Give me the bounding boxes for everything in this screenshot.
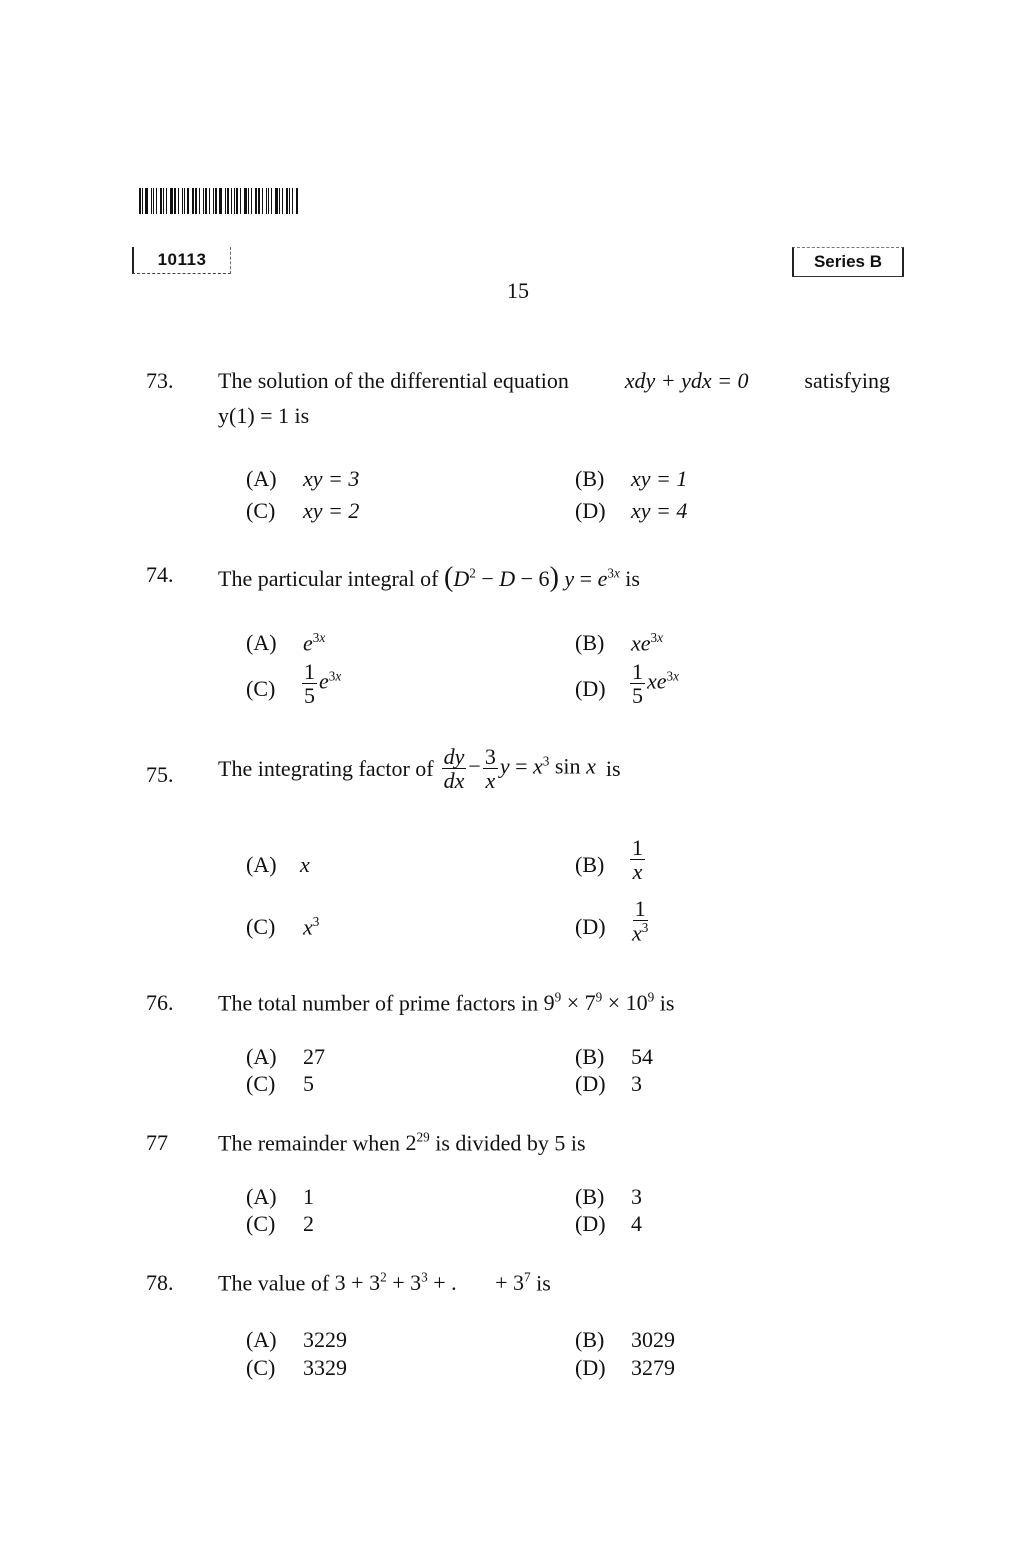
barcode xyxy=(139,188,299,214)
question-text-line2: y(1) = 1 is xyxy=(218,403,310,428)
question-text xyxy=(218,1270,551,1296)
barcode-bar xyxy=(142,188,143,214)
option-label: (C) xyxy=(246,676,276,701)
option-value: 5 xyxy=(303,1071,314,1096)
option-label: (B) xyxy=(575,630,605,655)
option-value: 3279 xyxy=(631,1355,675,1380)
barcode-bar xyxy=(160,188,162,214)
option-label: (C) xyxy=(246,1071,276,1096)
barcode-bar xyxy=(258,188,260,214)
barcode-bar xyxy=(187,188,189,214)
barcode-bar xyxy=(282,188,283,214)
option-label: (C) xyxy=(246,498,276,523)
barcode-bar xyxy=(145,188,148,214)
question-number: 73. xyxy=(146,368,174,393)
option-value: $\frac{1}{5}$ $xe^{3x}$ xyxy=(632,659,679,709)
option-value: 3 xyxy=(631,1184,642,1209)
barcode-bar xyxy=(219,188,222,214)
expression: $2^{29}$ xyxy=(405,1130,430,1156)
option-label: (A) xyxy=(246,1044,277,1069)
option-value: xy = 2 xyxy=(303,498,360,523)
barcode-bar xyxy=(215,188,217,214)
barcode-bar xyxy=(192,188,194,214)
option-label: (A) xyxy=(246,630,277,655)
barcode-bar xyxy=(240,188,241,214)
option-value: 27 xyxy=(303,1044,325,1069)
barcode-bar xyxy=(151,188,152,214)
option-label: (D) xyxy=(575,914,606,939)
question-stem: The integrating factor of xyxy=(218,755,434,781)
option-label: (B) xyxy=(575,1327,605,1352)
option-value: 54 xyxy=(631,1044,653,1069)
question-number: 77 xyxy=(146,1130,168,1155)
question-text xyxy=(218,1130,586,1156)
barcode-bar xyxy=(268,188,269,214)
barcode-bar xyxy=(244,188,247,214)
barcode-bar xyxy=(279,188,280,214)
expression: $9^9 \times 7^9 \times 10^9$ xyxy=(543,990,655,1016)
option-label: (D) xyxy=(575,1211,606,1236)
option-value: $x^3$ xyxy=(303,914,320,940)
barcode-bar xyxy=(195,188,198,214)
paper-code-box xyxy=(132,247,231,274)
option-value: $xe^{3x}$ xyxy=(631,630,663,656)
equation: $(D^2 - D - 6) y = e^{3x}$ is xyxy=(444,562,640,593)
barcode-bar xyxy=(236,188,238,214)
barcode-bar xyxy=(209,188,210,214)
option-label: (A) xyxy=(246,1327,277,1352)
question-stem-after: is divided by 5 is xyxy=(435,1130,586,1156)
barcode-bar xyxy=(166,188,167,214)
option-value: 4 xyxy=(631,1211,642,1236)
barcode-bar xyxy=(234,188,235,214)
question-number: 78. xyxy=(146,1270,174,1295)
option-value: xy = 4 xyxy=(631,498,688,523)
option-value: 3229 xyxy=(303,1327,347,1352)
option-value: 2 xyxy=(303,1211,314,1236)
question-number: 74. xyxy=(146,562,174,587)
option-label: (A) xyxy=(246,852,277,877)
barcode-bar xyxy=(213,188,214,214)
option-value: 3 xyxy=(631,1071,642,1096)
option-label: (D) xyxy=(575,498,606,523)
barcode-bar xyxy=(286,188,288,214)
question-text xyxy=(218,745,621,792)
question-text xyxy=(218,990,674,1016)
option-value: 3329 xyxy=(303,1355,347,1380)
barcode-bar xyxy=(289,188,290,214)
option-value: 1 xyxy=(303,1184,314,1209)
option-label: (C) xyxy=(246,1355,276,1380)
option-value: $e^{3x}$ xyxy=(303,630,326,656)
barcode-bar xyxy=(184,188,185,214)
option-value: xy = 1 xyxy=(631,466,688,491)
option-value: $\frac{1}{5}$ $e^{3x}$ xyxy=(304,659,342,709)
barcode-bar xyxy=(182,188,183,214)
option-label: (B) xyxy=(575,1044,605,1069)
page-number: 15 xyxy=(507,278,529,303)
option-label: (D) xyxy=(575,676,606,701)
option-label: (B) xyxy=(575,466,605,491)
question-stem-after: is xyxy=(659,990,675,1016)
barcode-bar xyxy=(251,188,252,214)
question-stem: The solution of the differential equation xyxy=(218,368,569,393)
barcode-bar xyxy=(275,188,278,214)
barcode-bar xyxy=(156,188,158,214)
equation: xdy + ydx = 0 xyxy=(624,368,749,393)
option-value: 3029 xyxy=(631,1327,675,1352)
series-box xyxy=(792,247,904,277)
option-label: (D) xyxy=(575,1355,606,1380)
option-label: (A) xyxy=(246,1184,277,1209)
barcode-bar xyxy=(296,188,298,214)
expression: $3 + 3^2 + 3^3$ + . + $3^7$ xyxy=(334,1270,531,1296)
barcode-bar xyxy=(262,188,263,214)
barcode-bar xyxy=(139,188,141,214)
barcode-bar xyxy=(248,188,249,214)
barcode-bar xyxy=(153,188,154,214)
question-text xyxy=(218,368,890,394)
barcode-bar xyxy=(266,188,267,214)
question-stem: The remainder when xyxy=(218,1130,401,1156)
option-value: $\frac{1}{x}$ xyxy=(632,835,643,885)
barcode-bar xyxy=(231,188,232,214)
series-label: Series B xyxy=(813,252,883,271)
option-label: (C) xyxy=(246,914,276,939)
question-stem: The particular integral of xyxy=(218,566,439,591)
barcode-bar xyxy=(227,188,229,214)
barcode-bar xyxy=(292,188,293,214)
question-number: 75. xyxy=(146,762,174,787)
option-label: (A) xyxy=(246,466,277,491)
question-number: 76. xyxy=(146,990,174,1015)
barcode-bar xyxy=(199,188,200,214)
barcode-bar xyxy=(255,188,257,214)
option-value: $\frac{1}{x^3}$ xyxy=(632,896,649,946)
question-stem: The total number of prime factors in xyxy=(218,990,539,1016)
barcode-bar xyxy=(205,188,207,214)
question-stem-after: satisfying xyxy=(804,368,890,393)
barcode-bar xyxy=(203,188,204,214)
barcode-bar xyxy=(174,188,176,214)
barcode-bar xyxy=(170,188,173,214)
barcode-bar xyxy=(271,188,273,214)
option-label: (B) xyxy=(575,1184,605,1209)
paper-code: 10113 xyxy=(157,250,207,269)
question-stem-after: is xyxy=(536,1270,551,1296)
question-stem: The value of xyxy=(218,1270,330,1296)
barcode-bar xyxy=(163,188,164,214)
option-value: xy = 3 xyxy=(303,466,360,491)
option-label: (C) xyxy=(246,1211,276,1236)
equation: $\frac{dy}{dx}$ − $\frac{3}{x}$ $y = x^3$ sin x xyxy=(443,744,596,794)
option-label: (B) xyxy=(575,852,605,877)
barcode-bar xyxy=(178,188,179,214)
option-value: x xyxy=(300,852,310,877)
question-text xyxy=(218,562,640,594)
barcode-bar xyxy=(225,188,226,214)
question-stem-after: is xyxy=(605,755,621,781)
option-label: (D) xyxy=(575,1071,606,1096)
